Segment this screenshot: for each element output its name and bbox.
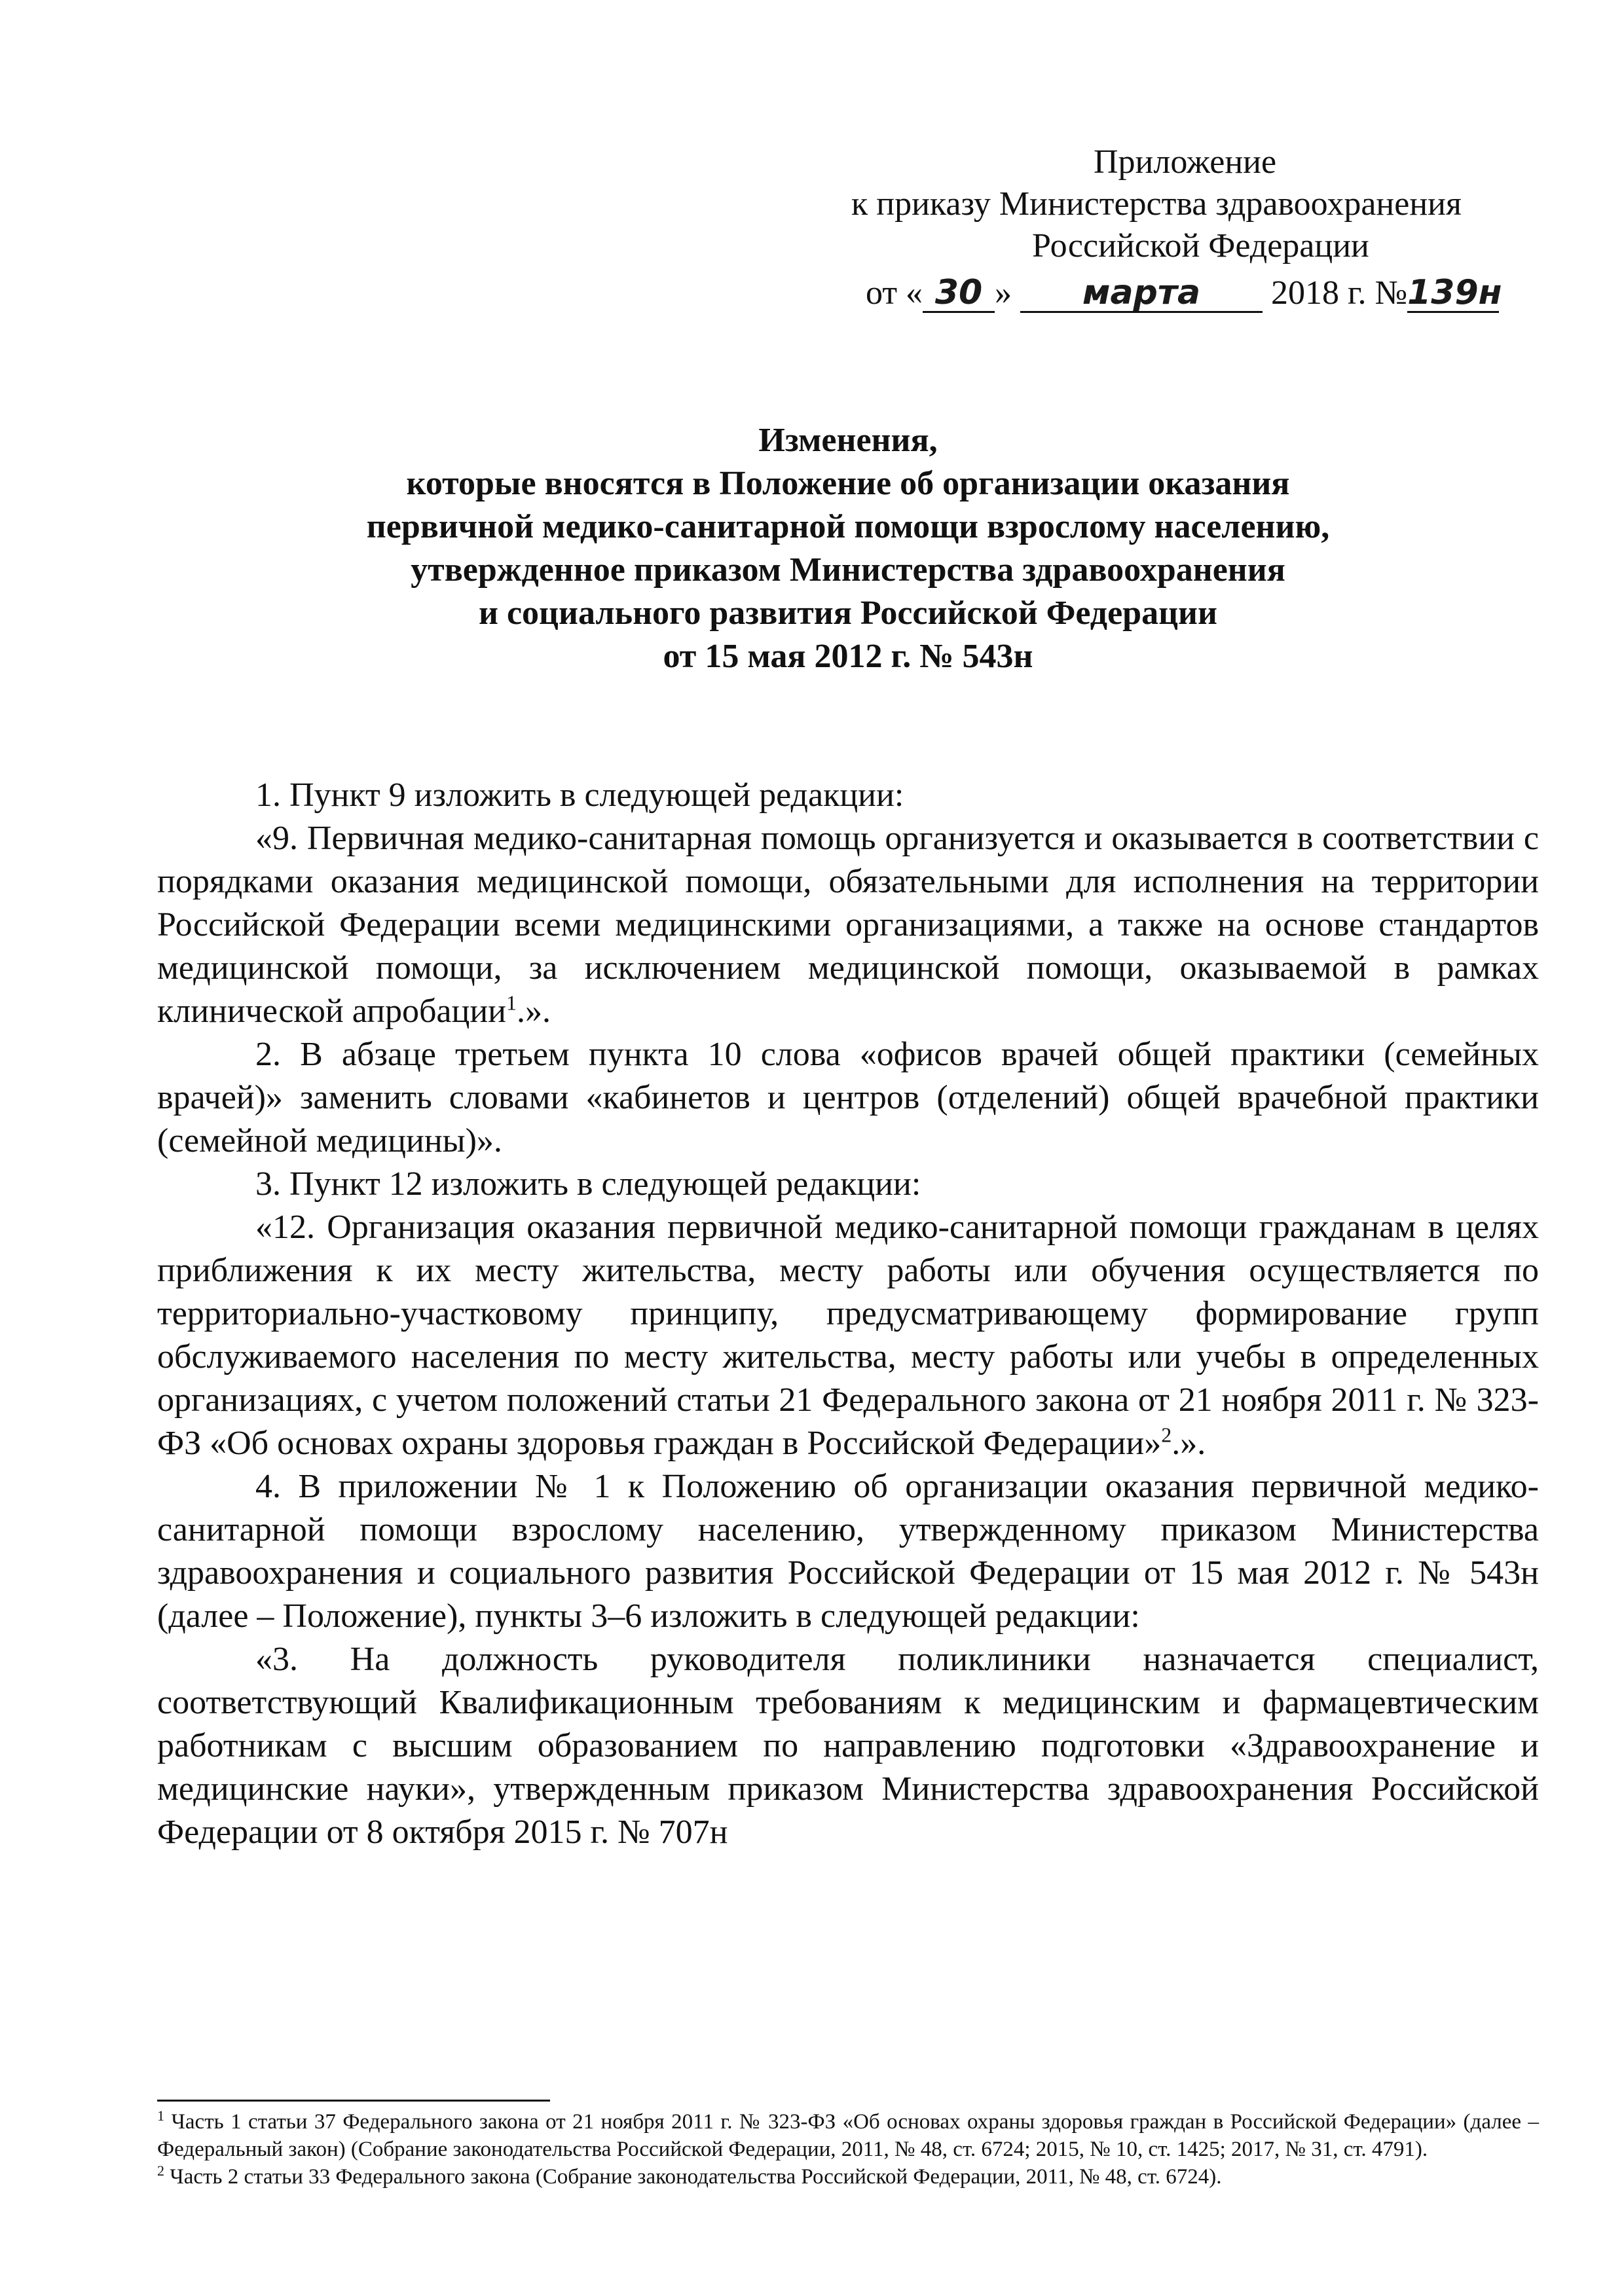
paragraph-5 [157, 1206, 1539, 1465]
paragraph-3: 2. В абзаце третьем пункта 10 слова «офисов врачей общей практики (семейных врачей)» заменить словами «кабинетов и центров (отделений) общей врачебной практики (семейной медицины)». [157, 1036, 1539, 1159]
title-line-6: от 15 мая 2012 г. № 543н [663, 638, 1033, 675]
date-mid: » [995, 274, 1012, 312]
footnote-1-text: Часть 1 статьи 37 Федерального закона от 21 ноября 2011 г. № 323-ФЗ «Об основах охраны здоровья граждан в Российской Федерации» (далее – Федеральный закон) (Собрание законодательства Российской Федерации, 2011, № 48, ст. 6724; 2015, № 10, ст. 1425; 2017, № 31, ст. 4791). [157, 2110, 1539, 2161]
title-line-3: первичной медико-санитарной помощи взрослому населению, [366, 508, 1330, 545]
footnote-1-number: 1 [157, 2107, 164, 2124]
title-line-2: которые вносятся в Положение об организации оказания [406, 465, 1290, 502]
footnote-2-number: 2 [157, 2162, 164, 2179]
document-body [157, 774, 1539, 1854]
footnote-2-text: Часть 2 статьи 33 Федерального закона (Собрание законодательства Российской Федерации, 2011, № 48, ст. 6724). [164, 2165, 1222, 2189]
footnote-ref-2: 2 [1161, 1423, 1172, 1447]
footnote-1 [157, 2108, 1539, 2163]
title-line-1: Изменения, [758, 422, 938, 459]
paragraph-5-end: .». [1172, 1425, 1206, 1462]
date-year: 2018 г. № [1271, 274, 1408, 312]
footnote-separator [157, 2100, 550, 2102]
paragraph-7: «3. На должность руководителя поликлиники назначается специалист, соответствующий Квалификационным требованиям к медицинским и фармацевтическим работникам с высшим образованием по направлению подготовки «Здравоохранение и медицинские науки», утвержденным приказом Министерства здравоохранения Российской Федерации от 8 октября 2015 г. № 707н [157, 1641, 1539, 1851]
title-line-5: и социального развития Российской Федерации [479, 594, 1217, 632]
title-line-4: утвержденное приказом Министерства здравоохранения [411, 551, 1285, 589]
footnotes [157, 2108, 1539, 2191]
ministry-country: Российской Федерации [1032, 227, 1369, 264]
paragraph-4: 3. Пункт 12 изложить в следующей редакции: [255, 1165, 921, 1203]
paragraph-2-text: «9. Первичная медико-санитарная помощь организуется и оказывается в соответствии с порядками оказания медицинской помощи, обязательными для исполнения на территории Российской Федерации всеми медицинскими организациями, а также на основе стандартов медицинской помощи, за исключением медицинской помощи, оказываемой в рамках клинической апробации [157, 820, 1539, 1030]
paragraph-1: 1. Пункт 9 изложить в следующей редакции: [255, 776, 904, 814]
order-date-line [851, 272, 1539, 314]
appendix-label: Приложение [1094, 143, 1277, 181]
paragraph-6: 4. В приложении № 1 к Положению об организации оказания первичной медико-санитарной помощи взрослому населению, утвержденному приказом Министерства здравоохранения и социального развития Российской Федерации от 15 мая 2012 г. № 543н (далее – Положение), пункты 3–6 изложить в следующей редакции: [157, 1468, 1539, 1635]
footnote-ref-1: 1 [506, 991, 517, 1015]
date-day-handwritten: 30 [923, 274, 995, 313]
appendix-header [851, 141, 1539, 314]
document-title [157, 419, 1539, 678]
order-reference: к приказу Министерства здравоохранения [851, 185, 1462, 223]
order-number-handwritten: 139н [1407, 273, 1502, 312]
paragraph-2-end: .». [517, 993, 551, 1030]
paragraph-2 [157, 817, 1539, 1033]
date-prefix: от « [866, 274, 923, 312]
footnote-2 [157, 2163, 1539, 2191]
paragraph-5-text: «12. Организация оказания первичной медико-санитарной помощи гражданам в целях приближения к их месту жительства, месту работы или обучения осуществляется по территориально-участковому принципу, предусматривающему формирование групп обслуживаемого населения по месту жительства, месту работы или учебы в определенных организациях, с учетом положений статьи 21 Федерального закона от 21 ноября 2011 г. № 323-ФЗ «Об основах охраны здоровья граждан в Российской Федерации» [157, 1209, 1539, 1462]
date-month-handwritten: марта [1020, 274, 1263, 313]
